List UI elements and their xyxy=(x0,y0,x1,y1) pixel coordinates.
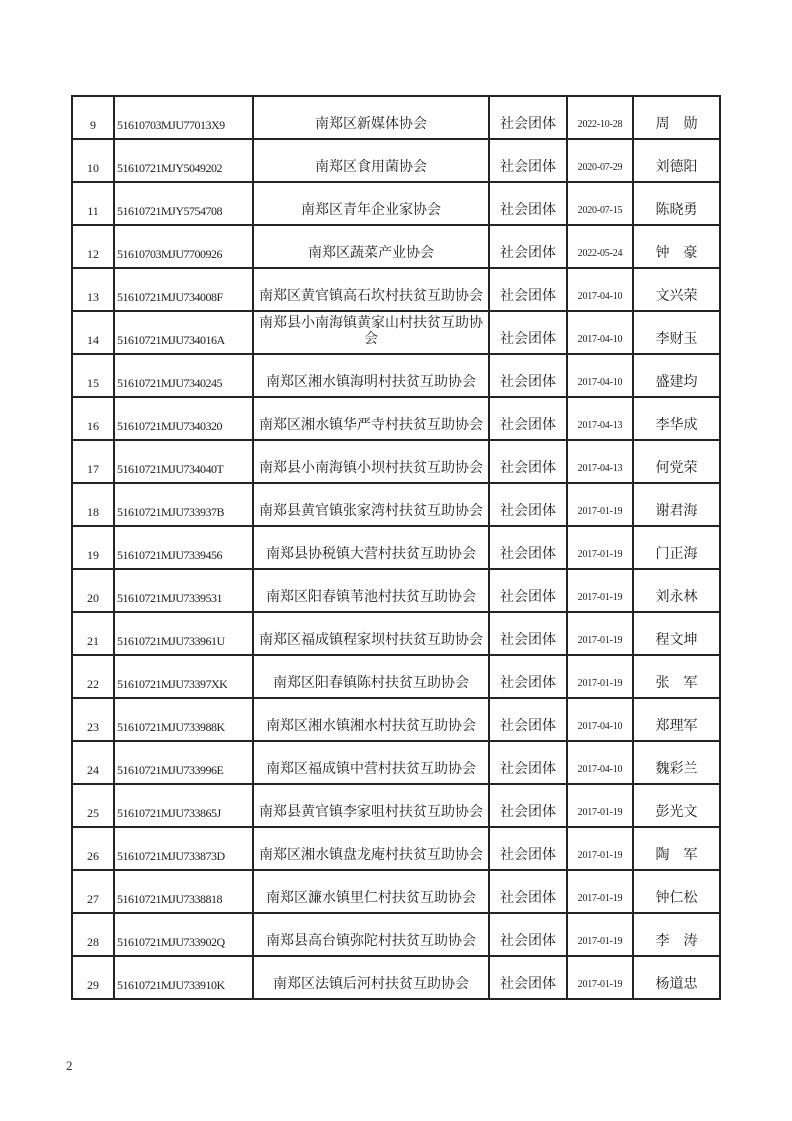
org-type-cell: 社会团体 xyxy=(489,698,567,741)
table-row xyxy=(72,569,720,612)
representative-cell: 杨道忠 xyxy=(633,956,720,999)
credit-code-cell: 51610721MJU734040T xyxy=(114,440,253,483)
org-name-cell: 南郑区黄官镇高石坎村扶贫互助协会 xyxy=(253,268,489,311)
representative-cell: 郑理军 xyxy=(633,698,720,741)
table-row xyxy=(72,655,720,698)
org-name-cell: 南郑区湘水镇海明村扶贫互助协会 xyxy=(253,354,489,397)
org-type-cell: 社会团体 xyxy=(489,913,567,956)
table-row xyxy=(72,139,720,182)
credit-code-cell: 51610721MJU733961U xyxy=(114,612,253,655)
row-index-cell: 29 xyxy=(72,956,114,999)
reg-date-cell: 2017-01-19 xyxy=(567,827,633,870)
representative-cell: 门正海 xyxy=(633,526,720,569)
credit-code-cell: 51610721MJU734008F xyxy=(114,268,253,311)
table-row xyxy=(72,268,720,311)
representative-cell: 李财玉 xyxy=(633,311,720,354)
row-index-cell: 19 xyxy=(72,526,114,569)
org-type-cell: 社会团体 xyxy=(489,655,567,698)
representative-cell: 谢君海 xyxy=(633,483,720,526)
representative-cell: 周 勋 xyxy=(633,96,720,139)
credit-code-cell: 51610721MJU7340320 xyxy=(114,397,253,440)
reg-date-cell: 2017-04-10 xyxy=(567,354,633,397)
reg-date-cell: 2017-04-10 xyxy=(567,698,633,741)
org-type-cell: 社会团体 xyxy=(489,139,567,182)
row-index-cell: 16 xyxy=(72,397,114,440)
table-row xyxy=(72,397,720,440)
table-row xyxy=(72,225,720,268)
org-type-cell: 社会团体 xyxy=(489,870,567,913)
reg-date-cell: 2017-04-13 xyxy=(567,440,633,483)
representative-cell: 彭光文 xyxy=(633,784,720,827)
table-row xyxy=(72,311,720,354)
org-type-cell: 社会团体 xyxy=(489,311,567,354)
representative-cell: 程文坤 xyxy=(633,612,720,655)
reg-date-cell: 2022-05-24 xyxy=(567,225,633,268)
credit-code-cell: 51610721MJU734016A xyxy=(114,311,253,354)
reg-date-cell: 2017-01-19 xyxy=(567,483,633,526)
row-index-cell: 9 xyxy=(72,96,114,139)
row-index-cell: 13 xyxy=(72,268,114,311)
representative-cell: 张 军 xyxy=(633,655,720,698)
reg-date-cell: 2017-01-19 xyxy=(567,612,633,655)
table-row xyxy=(72,612,720,655)
credit-code-cell: 51610721MJU7340245 xyxy=(114,354,253,397)
credit-code-cell: 51610703MJU77013X9 xyxy=(114,96,253,139)
table-row xyxy=(72,741,720,784)
representative-cell: 陶 军 xyxy=(633,827,720,870)
row-index-cell: 20 xyxy=(72,569,114,612)
row-index-cell: 21 xyxy=(72,612,114,655)
row-index-cell: 28 xyxy=(72,913,114,956)
credit-code-cell: 51610721MJU7339531 xyxy=(114,569,253,612)
reg-date-cell: 2017-01-19 xyxy=(567,956,633,999)
org-type-cell: 社会团体 xyxy=(489,268,567,311)
credit-code-cell: 51610721MJY5049202 xyxy=(114,139,253,182)
credit-code-cell: 51610721MJU7339456 xyxy=(114,526,253,569)
representative-cell: 刘永林 xyxy=(633,569,720,612)
row-index-cell: 27 xyxy=(72,870,114,913)
org-name-cell: 南郑区福成镇中营村扶贫互助协会 xyxy=(253,741,489,784)
org-type-cell: 社会团体 xyxy=(489,741,567,784)
representative-cell: 魏彩兰 xyxy=(633,741,720,784)
reg-date-cell: 2017-01-19 xyxy=(567,526,633,569)
table-row xyxy=(72,182,720,225)
org-type-cell: 社会团体 xyxy=(489,397,567,440)
org-name-cell: 南郑区福成镇程家坝村扶贫互助协会 xyxy=(253,612,489,655)
row-index-cell: 24 xyxy=(72,741,114,784)
page-number: 2 xyxy=(66,1058,73,1073)
org-type-cell: 社会团体 xyxy=(489,354,567,397)
table-row xyxy=(72,354,720,397)
reg-date-cell: 2017-04-10 xyxy=(567,741,633,784)
org-type-cell: 社会团体 xyxy=(489,225,567,268)
representative-cell: 陈晓勇 xyxy=(633,182,720,225)
org-name-cell: 南郑区阳春镇苇池村扶贫互助协会 xyxy=(253,569,489,612)
row-index-cell: 15 xyxy=(72,354,114,397)
org-name-cell: 南郑县协税镇大营村扶贫互助协会 xyxy=(253,526,489,569)
org-name-cell: 南郑区湘水镇湘水村扶贫互助协会 xyxy=(253,698,489,741)
table-row xyxy=(72,698,720,741)
row-index-cell: 11 xyxy=(72,182,114,225)
reg-date-cell: 2017-04-10 xyxy=(567,311,633,354)
reg-date-cell: 2017-01-19 xyxy=(567,569,633,612)
table-row xyxy=(72,440,720,483)
row-index-cell: 10 xyxy=(72,139,114,182)
credit-code-cell: 51610721MJU733988K xyxy=(114,698,253,741)
org-type-cell: 社会团体 xyxy=(489,182,567,225)
org-type-cell: 社会团体 xyxy=(489,96,567,139)
row-index-cell: 18 xyxy=(72,483,114,526)
org-name-cell: 南郑区新媒体协会 xyxy=(253,96,489,139)
org-name-cell: 南郑县高台镇弥陀村扶贫互助协会 xyxy=(253,913,489,956)
row-index-cell: 22 xyxy=(72,655,114,698)
reg-date-cell: 2017-01-19 xyxy=(567,655,633,698)
table-row xyxy=(72,956,720,999)
org-type-cell: 社会团体 xyxy=(489,827,567,870)
org-type-cell: 社会团体 xyxy=(489,526,567,569)
org-name-cell: 南郑区阳春镇陈村扶贫互助协会 xyxy=(253,655,489,698)
reg-date-cell: 2017-01-19 xyxy=(567,913,633,956)
table-row xyxy=(72,483,720,526)
row-index-cell: 26 xyxy=(72,827,114,870)
org-name-cell: 南郑区蔬菜产业协会 xyxy=(253,225,489,268)
org-name-cell: 南郑县黄官镇张家湾村扶贫互助协会 xyxy=(253,483,489,526)
representative-cell: 钟 豪 xyxy=(633,225,720,268)
org-type-cell: 社会团体 xyxy=(489,483,567,526)
row-index-cell: 25 xyxy=(72,784,114,827)
org-name-cell: 南郑区法镇后河村扶贫互助协会 xyxy=(253,956,489,999)
row-index-cell: 23 xyxy=(72,698,114,741)
org-type-cell: 社会团体 xyxy=(489,440,567,483)
credit-code-cell: 51610721MJU733937B xyxy=(114,483,253,526)
credit-code-cell: 51610721MJU73397XK xyxy=(114,655,253,698)
org-name-cell: 南郑县黄官镇李家咀村扶贫互助协会 xyxy=(253,784,489,827)
representative-cell: 刘德阳 xyxy=(633,139,720,182)
organizations-table-body xyxy=(72,96,720,999)
org-type-cell: 社会团体 xyxy=(489,784,567,827)
reg-date-cell: 2020-07-15 xyxy=(567,182,633,225)
table-row xyxy=(72,784,720,827)
organizations-table xyxy=(71,95,721,1000)
reg-date-cell: 2017-01-19 xyxy=(567,870,633,913)
credit-code-cell: 51610721MJU733865J xyxy=(114,784,253,827)
credit-code-cell: 51610721MJU733910K xyxy=(114,956,253,999)
org-name-cell: 南郑县小南海镇黄家山村扶贫互助协会 xyxy=(253,311,489,354)
reg-date-cell: 2022-10-28 xyxy=(567,96,633,139)
org-name-cell: 南郑区湘水镇华严寺村扶贫互助协会 xyxy=(253,397,489,440)
org-name-cell: 南郑区青年企业家协会 xyxy=(253,182,489,225)
table-row xyxy=(72,870,720,913)
credit-code-cell: 51610721MJU733902Q xyxy=(114,913,253,956)
representative-cell: 钟仁松 xyxy=(633,870,720,913)
row-index-cell: 14 xyxy=(72,311,114,354)
credit-code-cell: 51610721MJU733996E xyxy=(114,741,253,784)
representative-cell: 何党荣 xyxy=(633,440,720,483)
org-name-cell: 南郑区濂水镇里仁村扶贫互助协会 xyxy=(253,870,489,913)
representative-cell: 文兴荣 xyxy=(633,268,720,311)
representative-cell: 盛建均 xyxy=(633,354,720,397)
row-index-cell: 12 xyxy=(72,225,114,268)
reg-date-cell: 2017-04-10 xyxy=(567,268,633,311)
table-row xyxy=(72,827,720,870)
org-name-cell: 南郑县小南海镇小坝村扶贫互助协会 xyxy=(253,440,489,483)
representative-cell: 李华成 xyxy=(633,397,720,440)
table-row xyxy=(72,96,720,139)
org-name-cell: 南郑区湘水镇盘龙庵村扶贫互助协会 xyxy=(253,827,489,870)
org-name-cell: 南郑区食用菌协会 xyxy=(253,139,489,182)
credit-code-cell: 51610721MJU7338818 xyxy=(114,870,253,913)
credit-code-cell: 51610721MJU733873D xyxy=(114,827,253,870)
table-row xyxy=(72,526,720,569)
credit-code-cell: 51610703MJU7700926 xyxy=(114,225,253,268)
credit-code-cell: 51610721MJY5754708 xyxy=(114,182,253,225)
table-row xyxy=(72,913,720,956)
reg-date-cell: 2017-01-19 xyxy=(567,784,633,827)
representative-cell: 李 涛 xyxy=(633,913,720,956)
reg-date-cell: 2017-04-13 xyxy=(567,397,633,440)
reg-date-cell: 2020-07-29 xyxy=(567,139,633,182)
org-type-cell: 社会团体 xyxy=(489,612,567,655)
row-index-cell: 17 xyxy=(72,440,114,483)
org-type-cell: 社会团体 xyxy=(489,569,567,612)
org-type-cell: 社会团体 xyxy=(489,956,567,999)
